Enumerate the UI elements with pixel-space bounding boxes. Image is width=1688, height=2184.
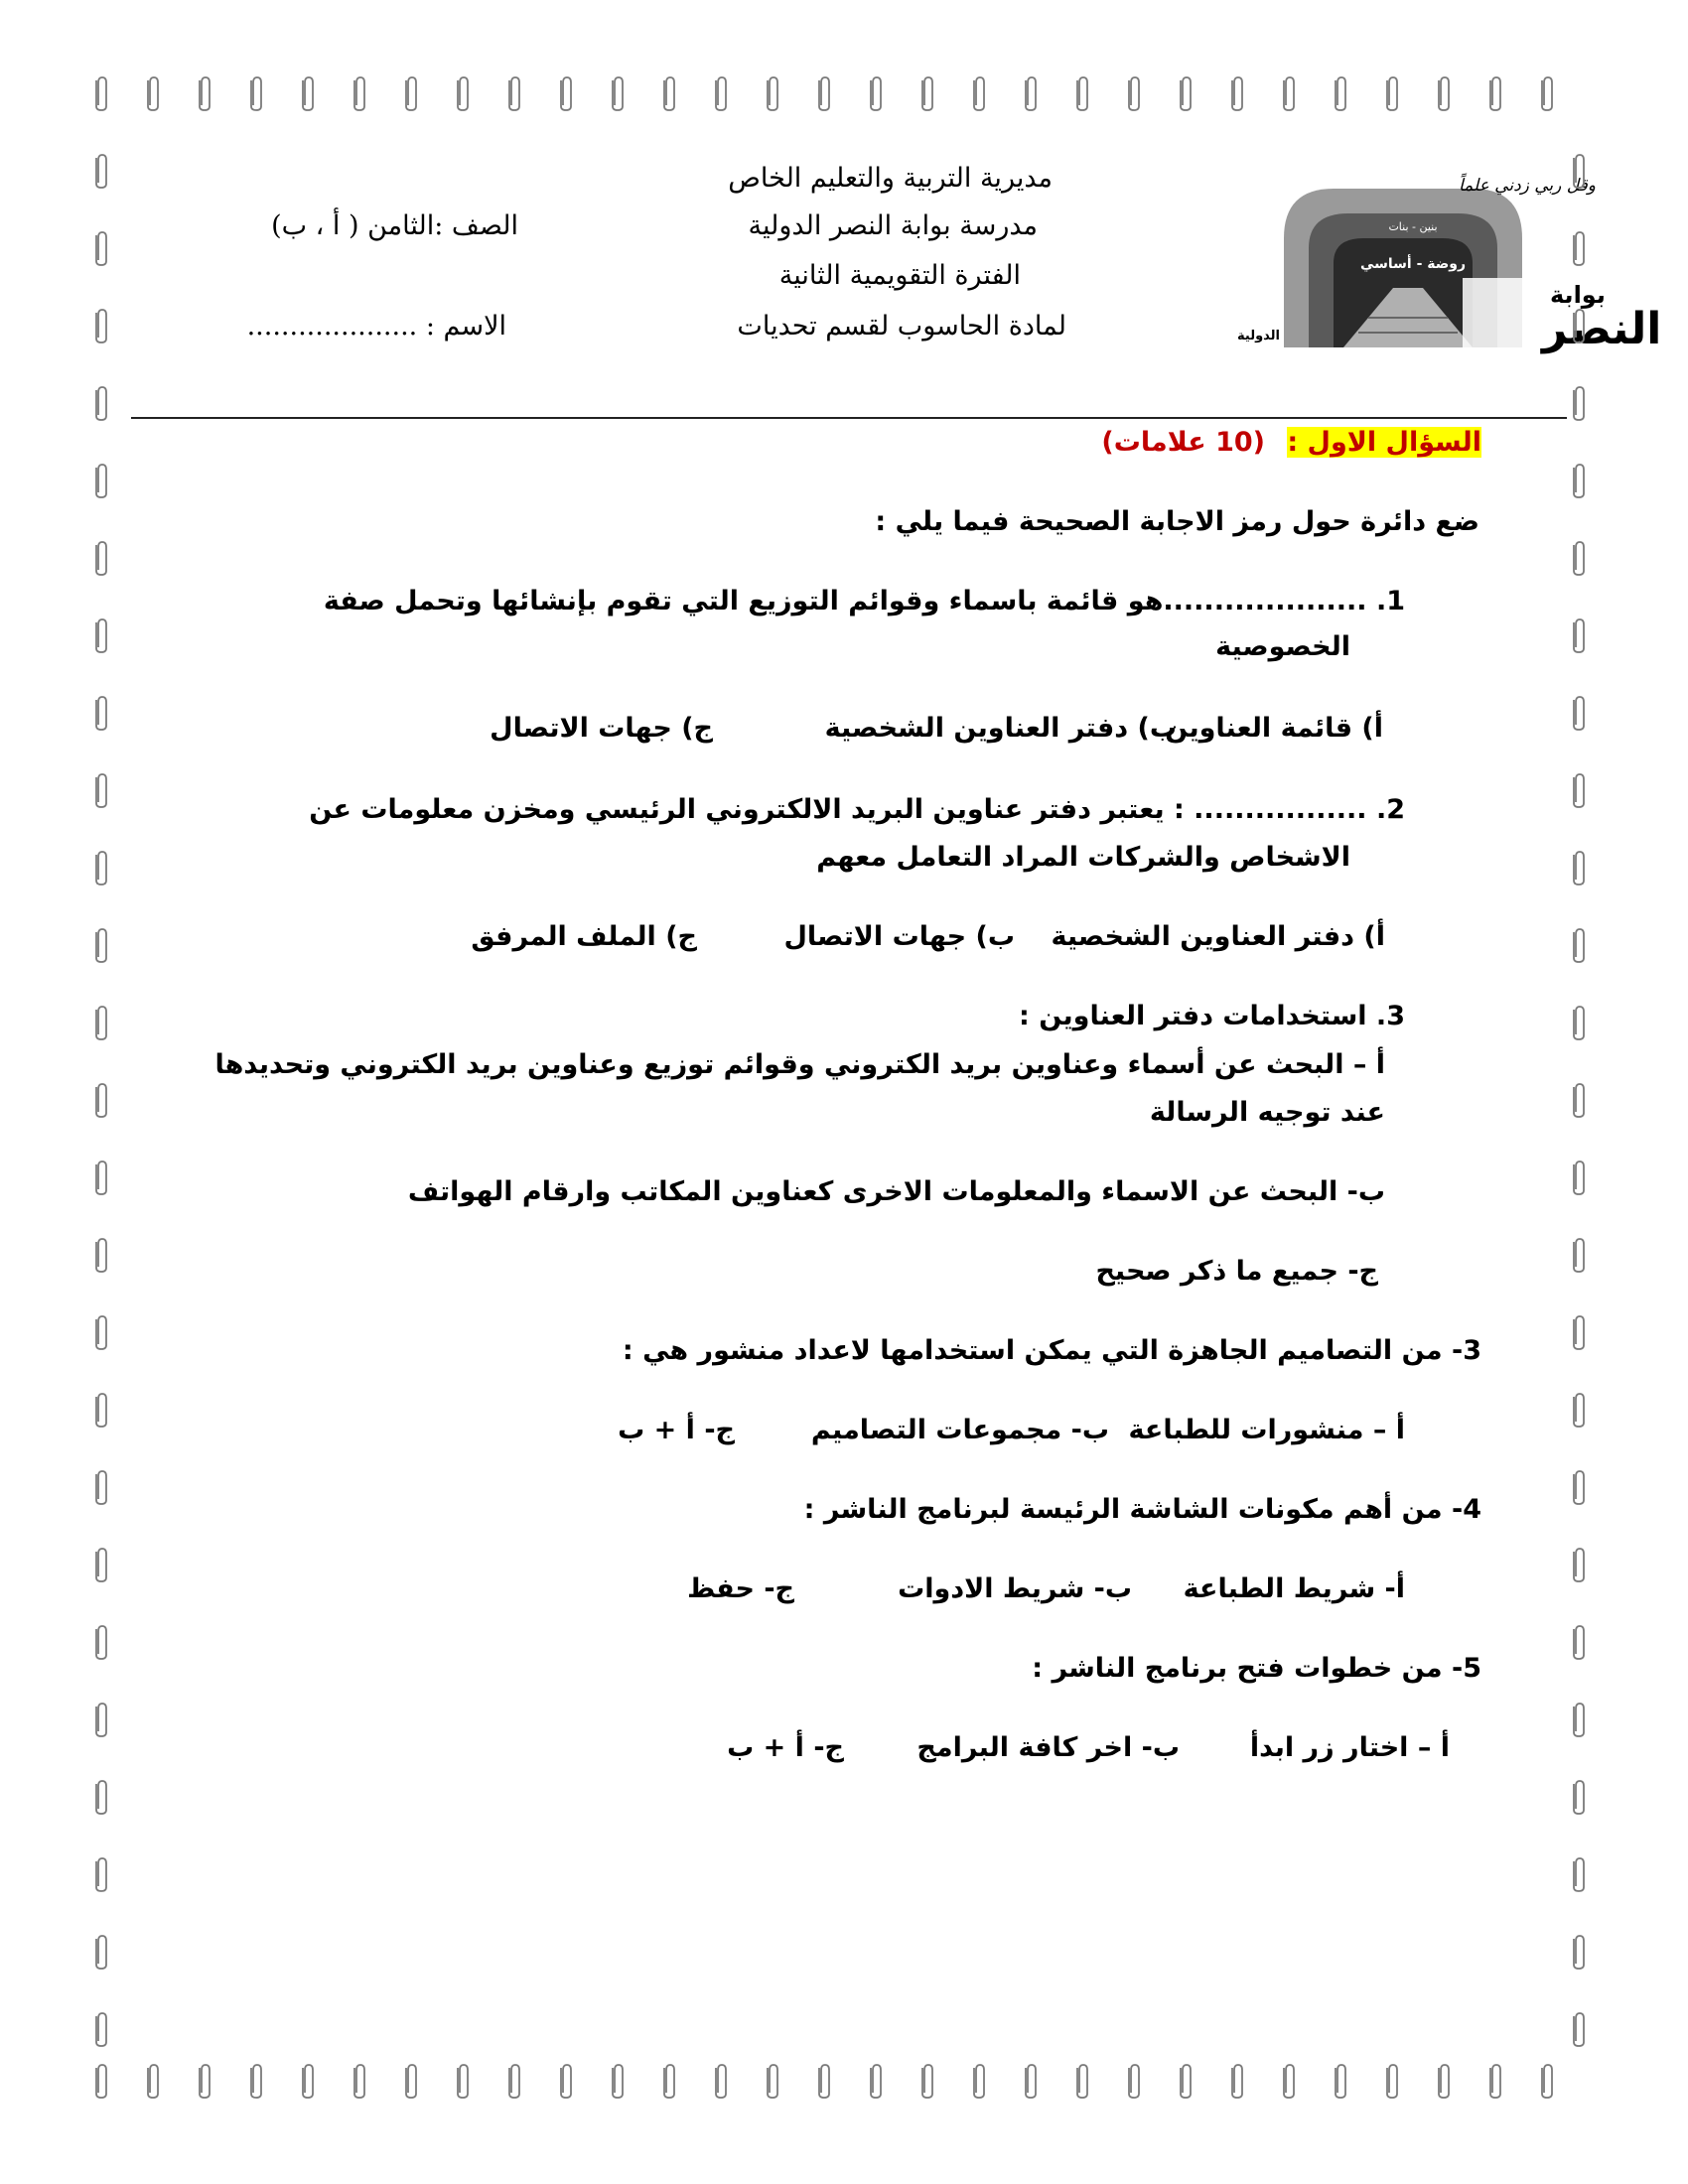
paperclip-icon xyxy=(93,1469,109,1505)
paperclip-icon xyxy=(610,75,626,111)
paperclip-icon xyxy=(558,75,574,111)
q6-option-c: ج- أ + ب xyxy=(727,1732,844,1763)
logo-name-top: بوابة xyxy=(1550,281,1606,309)
paperclip-icon xyxy=(1571,230,1587,266)
question-instruction: ضع دائرة حول رمز الاجابة الصحيحة فيما يلي : xyxy=(875,506,1479,537)
paperclip-icon xyxy=(1571,1779,1587,1815)
logo-name-suffix: الدولية xyxy=(1237,329,1280,343)
q2-option-c: ج) الملف المرفق xyxy=(471,921,697,952)
q2-line2: الاشخاص والشركات المراد التعامل معهم xyxy=(816,842,1350,873)
q1-option-c: ج) جهات الاتصال xyxy=(490,713,713,744)
q4-title: 3- من التصاميم الجاهزة التي يمكن استخدامها لاعداد منشور هي : xyxy=(622,1335,1481,1366)
paperclip-icon xyxy=(93,1082,109,1118)
paperclip-icon xyxy=(197,2063,212,2099)
paperclip-icon xyxy=(661,2063,677,2099)
paperclip-icon xyxy=(352,2063,367,2099)
paperclip-icon xyxy=(93,927,109,963)
q1-line1: 1. ....................هو قائمة باسماء وقوائم التوزيع التي تقوم بإنشائها وتحمل صفة xyxy=(323,586,1405,616)
paperclip-icon xyxy=(248,2063,264,2099)
paperclip-icon xyxy=(1074,75,1090,111)
paperclip-icon xyxy=(868,75,884,111)
paperclip-icon xyxy=(1384,75,1400,111)
paperclip-icon xyxy=(1281,75,1297,111)
paperclip-icon xyxy=(1023,2063,1039,2099)
q3-option-b: ب- البحث عن الاسماء والمعلومات الاخرى كعناوين المكاتب وارقام الهواتف xyxy=(407,1176,1385,1207)
q5-option-c: ج- حفظ xyxy=(687,1573,794,1604)
paperclip-icon xyxy=(300,2063,316,2099)
paperclip-icon xyxy=(1229,75,1245,111)
paperclip-icon xyxy=(93,1547,109,1582)
q1-option-a: أ) قائمة العناوين xyxy=(1165,713,1383,744)
paperclip-icon xyxy=(1333,75,1348,111)
paperclip-icon xyxy=(93,1005,109,1040)
paperclip-icon xyxy=(506,2063,522,2099)
paperclip-icon xyxy=(197,75,212,111)
paperclip-icon xyxy=(455,2063,471,2099)
paperclip-icon xyxy=(93,1624,109,1660)
q2-option-b: ب) جهات الاتصال xyxy=(783,921,1015,952)
paperclip-icon xyxy=(1571,1160,1587,1195)
paperclip-icon xyxy=(93,1702,109,1737)
paperclip-icon xyxy=(352,75,367,111)
paperclip-icon xyxy=(1384,2063,1400,2099)
paperclip-icon xyxy=(93,1856,109,1892)
paperclip-icon xyxy=(713,2063,729,2099)
paperclip-icon xyxy=(1178,75,1194,111)
paperclip-icon xyxy=(1571,850,1587,886)
paperclip-icon xyxy=(1571,1314,1587,1350)
q3-option-a-line2: عند توجيه الرسالة xyxy=(1149,1097,1385,1128)
paperclip-icon xyxy=(93,308,109,343)
q6-option-a: أ – اختار زر ابدأ xyxy=(1249,1732,1450,1763)
paperclip-icon xyxy=(713,75,729,111)
paperclip-icon xyxy=(868,2063,884,2099)
paperclip-icon xyxy=(248,75,264,111)
paperclip-icon xyxy=(93,540,109,576)
paperclip-icon xyxy=(765,75,780,111)
q4-option-c: ج- أ + ب xyxy=(618,1415,735,1445)
paperclip-icon xyxy=(93,385,109,421)
question-marks: (10 علامات) xyxy=(1101,427,1265,458)
header-subject: لمادة الحاسوب لقسم تحديات xyxy=(737,311,1066,341)
q5-option-a: أ- شريط الطباعة xyxy=(1183,1573,1405,1604)
paperclip-icon xyxy=(1571,695,1587,731)
paperclip-icon xyxy=(1571,1547,1587,1582)
paperclip-icon xyxy=(1229,2063,1245,2099)
paperclip-icon xyxy=(93,695,109,731)
paperclip-icon xyxy=(1571,1702,1587,1737)
paperclip-icon xyxy=(610,2063,626,2099)
paperclip-icon xyxy=(93,1934,109,1970)
paperclip-icon xyxy=(145,2063,161,2099)
paperclip-icon xyxy=(1436,75,1452,111)
paperclip-icon xyxy=(93,617,109,653)
logo-line2: بنين - بنات xyxy=(1388,220,1438,233)
paperclip-icon xyxy=(93,2011,109,2047)
paperclip-icon xyxy=(1571,1392,1587,1428)
q3-option-a-line1: أ – البحث عن أسماء وعناوين بريد الكتروني وقوائم توزيع وعناوين بريد الكتروني وتحديدها xyxy=(214,1049,1385,1080)
paperclip-icon xyxy=(661,75,677,111)
q3-title: 3. استخدامات دفتر العناوين : xyxy=(1019,1001,1405,1031)
paperclip-icon xyxy=(1571,463,1587,498)
paperclip-icon xyxy=(1571,927,1587,963)
paperclip-icon xyxy=(765,2063,780,2099)
q6-option-b: ب- اخر كافة البرامج xyxy=(916,1732,1180,1763)
logo-top-text: وقل ربي زدني علماً xyxy=(1459,176,1596,196)
q4-option-a: أ – منشورات للطباعة xyxy=(1128,1415,1405,1445)
paperclip-icon xyxy=(1571,540,1587,576)
paperclip-icon xyxy=(1178,2063,1194,2099)
question-title-text: السؤال الاول : xyxy=(1287,427,1481,458)
q6-title: 5- من خطوات فتح برنامج الناشر : xyxy=(1032,1653,1481,1684)
paperclip-icon xyxy=(93,2063,109,2099)
header-divider xyxy=(131,417,1567,419)
paperclip-icon xyxy=(1571,617,1587,653)
paperclip-icon xyxy=(1436,2063,1452,2099)
paperclip-icon xyxy=(971,75,987,111)
paperclip-icon xyxy=(455,75,471,111)
header-school: مدرسة بوابة النصر الدولية xyxy=(748,210,1038,241)
paperclip-icon xyxy=(1281,2063,1297,2099)
logo-name-main: النصر xyxy=(1542,304,1662,354)
header-period: الفترة التقويمية الثانية xyxy=(778,260,1021,291)
paperclip-icon xyxy=(1333,2063,1348,2099)
paperclip-icon xyxy=(93,153,109,189)
paperclip-icon xyxy=(1571,772,1587,808)
paperclip-icon xyxy=(1074,2063,1090,2099)
paperclip-icon xyxy=(1571,1469,1587,1505)
paperclip-icon xyxy=(1571,1934,1587,1970)
paperclip-icon xyxy=(816,75,832,111)
paperclip-icon xyxy=(403,75,419,111)
q3-option-c: ج- جميع ما ذكر صحيح xyxy=(1095,1256,1378,1287)
paperclip-icon xyxy=(919,75,935,111)
q5-title: 4- من أهم مكونات الشاشة الرئيسة لبرنامج الناشر : xyxy=(803,1494,1481,1525)
paperclip-icon xyxy=(919,2063,935,2099)
paperclip-icon xyxy=(1571,153,1587,189)
paperclip-icon xyxy=(558,2063,574,2099)
paperclip-icon xyxy=(93,850,109,886)
paperclip-icon xyxy=(93,772,109,808)
paperclip-icon xyxy=(1023,75,1039,111)
paperclip-icon xyxy=(1571,385,1587,421)
paperclip-icon xyxy=(403,2063,419,2099)
paperclip-icon xyxy=(93,1160,109,1195)
paperclip-icon xyxy=(93,1237,109,1273)
paperclip-icon xyxy=(145,75,161,111)
paperclip-icon xyxy=(506,75,522,111)
logo-line3: روضة - أساسي xyxy=(1359,256,1467,272)
paperclip-icon xyxy=(93,75,109,111)
paperclip-icon xyxy=(1571,1005,1587,1040)
header-name-field: الاسم : .................... xyxy=(246,311,506,341)
q2-option-a: أ) دفتر العناوين الشخصية xyxy=(1051,921,1385,952)
q1-line2: الخصوصية xyxy=(1215,631,1350,662)
q5-option-b: ب- شريط الادوات xyxy=(898,1573,1132,1604)
paperclip-icon xyxy=(1571,308,1587,343)
q2-line1: 2. ................. : يعتبر دفتر عناوين البريد الالكتروني الرئيسي ومخزن معلومات عن xyxy=(309,794,1405,825)
paperclip-icon xyxy=(1571,1082,1587,1118)
paperclip-icon xyxy=(93,1779,109,1815)
paperclip-icon xyxy=(93,230,109,266)
q4-option-b: ب- مجموعات التصاميم xyxy=(810,1415,1109,1445)
paperclip-icon xyxy=(1126,75,1142,111)
school-logo xyxy=(1237,169,1662,354)
paperclip-icon xyxy=(300,75,316,111)
paperclip-icon xyxy=(1571,2011,1587,2047)
q1-option-b: ب) دفتر العناوين الشخصية xyxy=(824,713,1177,744)
paperclip-icon xyxy=(1571,1237,1587,1273)
paperclip-icon xyxy=(93,463,109,498)
paperclip-icon xyxy=(1539,75,1555,111)
paperclip-icon xyxy=(1539,2063,1555,2099)
question-title xyxy=(1287,427,1481,458)
paperclip-icon xyxy=(1571,1856,1587,1892)
paperclip-icon xyxy=(1487,75,1503,111)
paperclip-icon xyxy=(971,2063,987,2099)
paperclip-icon xyxy=(1487,2063,1503,2099)
header-directorate: مديرية التربية والتعليم الخاص xyxy=(728,163,1053,194)
paperclip-icon xyxy=(1126,2063,1142,2099)
paperclip-icon xyxy=(816,2063,832,2099)
paperclip-icon xyxy=(1571,1624,1587,1660)
paperclip-icon xyxy=(93,1392,109,1428)
header-grade: الصف :الثامن ( أ ، ب) xyxy=(271,210,518,241)
paperclip-icon xyxy=(93,1314,109,1350)
